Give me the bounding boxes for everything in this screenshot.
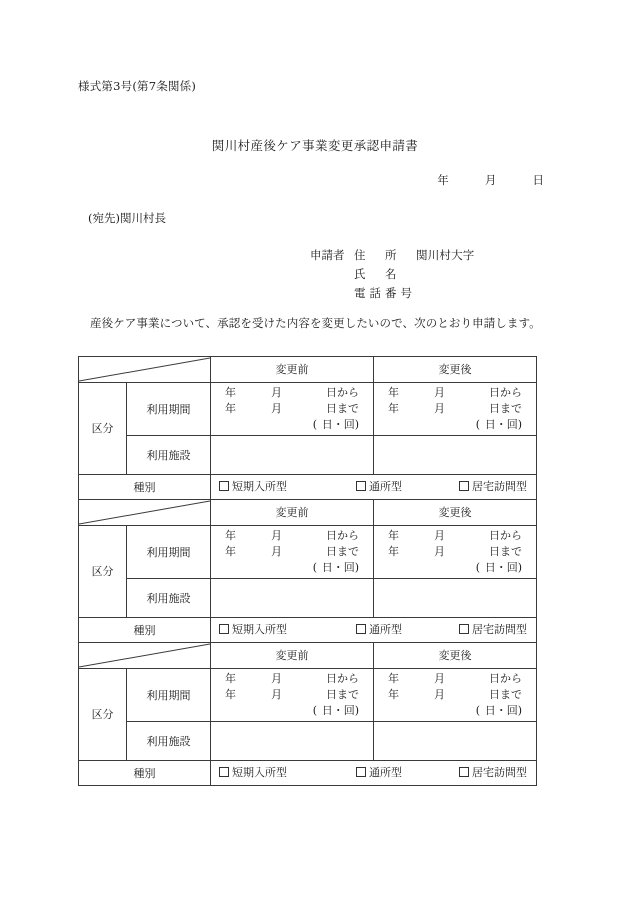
- period-count-line: [388, 703, 522, 719]
- from-day-label: 日から: [489, 386, 522, 399]
- count-unit-label: 日・回): [321, 561, 359, 574]
- period-to-line: [225, 687, 359, 703]
- from-month-label: 月: [271, 386, 282, 399]
- to-day-label: 日まで: [489, 545, 522, 558]
- block-header-row: [79, 500, 537, 526]
- period-from-line: [225, 528, 359, 544]
- type-option-label: 居宅訪問型: [472, 766, 527, 779]
- to-month-label: 月: [434, 545, 445, 558]
- applicant-address-label: 住 所: [354, 248, 401, 262]
- applicant-name-label: 氏 名: [354, 267, 401, 281]
- type-label: 種別: [79, 761, 211, 786]
- to-month-label: 月: [434, 688, 445, 701]
- period-from-line: [388, 528, 522, 544]
- header-after: 変更後: [374, 643, 537, 669]
- period-row: [79, 526, 537, 579]
- type-options-cell: [211, 475, 537, 500]
- count-open-paren: (: [312, 418, 317, 431]
- checkbox-icon[interactable]: [459, 767, 469, 777]
- period-row: [79, 669, 537, 722]
- period-count-line: [225, 703, 359, 719]
- from-month-label: 月: [271, 529, 282, 542]
- count-open-paren: (: [475, 561, 480, 574]
- checkbox-icon[interactable]: [219, 481, 229, 491]
- diagonal-corner-cell: [79, 357, 211, 383]
- header-after: 変更後: [374, 357, 537, 383]
- header-before: 変更前: [211, 357, 374, 383]
- to-day-label: 日まで: [489, 402, 522, 415]
- count-unit-label: 日・回): [321, 418, 359, 431]
- from-year-label: 年: [388, 672, 399, 685]
- from-year-label: 年: [388, 529, 399, 542]
- addressee-line: (宛先)関川村長: [88, 211, 166, 225]
- period-after-cell[interactable]: [374, 526, 537, 579]
- type-option-label: 短期入所型: [232, 766, 287, 779]
- applicant-address-row: [310, 246, 475, 265]
- period-from-line: [388, 385, 522, 401]
- type-option-day-care[interactable]: [356, 479, 402, 494]
- count-unit-label: 日・回): [484, 704, 522, 717]
- type-option-day-care[interactable]: [356, 765, 402, 780]
- type-options-cell: [211, 761, 537, 786]
- to-day-label: 日まで: [489, 688, 522, 701]
- to-month-label: 月: [271, 402, 282, 415]
- from-month-label: 月: [434, 529, 445, 542]
- count-unit-label: 日・回): [484, 418, 522, 431]
- period-count-line: [225, 417, 359, 433]
- period-count-line: [388, 417, 522, 433]
- applicant-address-value: 関川村大字: [416, 248, 475, 262]
- from-month-label: 月: [271, 672, 282, 685]
- applicant-name-row: [310, 265, 475, 284]
- facility-before-cell[interactable]: [211, 579, 374, 618]
- change-request-table: [78, 356, 537, 786]
- period-label: 利用期間: [127, 526, 211, 579]
- type-option-label: 通所型: [369, 766, 402, 779]
- period-to-line: [225, 401, 359, 417]
- period-before-stack: [225, 385, 359, 433]
- type-option-home-visit[interactable]: [459, 479, 527, 494]
- period-label: 利用期間: [127, 669, 211, 722]
- to-month-label: 月: [434, 402, 445, 415]
- checkbox-icon[interactable]: [219, 767, 229, 777]
- date-day-label: 日: [532, 173, 544, 187]
- to-year-label: 年: [225, 545, 236, 558]
- period-to-line: [388, 687, 522, 703]
- facility-after-cell[interactable]: [374, 436, 537, 475]
- facility-row: [79, 579, 537, 618]
- period-count-line: [225, 560, 359, 576]
- period-from-line: [225, 671, 359, 687]
- diagonal-corner-cell: [79, 643, 211, 669]
- facility-row: [79, 722, 537, 761]
- from-month-label: 月: [434, 386, 445, 399]
- period-after-stack: [388, 671, 522, 719]
- type-row: [79, 475, 537, 500]
- type-label: 種別: [79, 475, 211, 500]
- date-month-label: 月: [484, 173, 497, 187]
- from-year-label: 年: [388, 386, 399, 399]
- type-options-group: [211, 476, 536, 498]
- type-option-label: 通所型: [369, 623, 402, 636]
- block-header-row: [79, 643, 537, 669]
- facility-after-cell[interactable]: [374, 722, 537, 761]
- header-before: 変更前: [211, 643, 374, 669]
- type-option-label: 通所型: [369, 480, 402, 493]
- period-after-cell[interactable]: [374, 383, 537, 436]
- from-day-label: 日から: [326, 386, 359, 399]
- type-option-day-care[interactable]: [356, 622, 402, 637]
- period-before-stack: [225, 671, 359, 719]
- to-day-label: 日まで: [326, 688, 359, 701]
- to-year-label: 年: [225, 688, 236, 701]
- checkbox-icon[interactable]: [219, 624, 229, 634]
- period-before-cell[interactable]: [211, 383, 374, 436]
- period-to-line: [225, 544, 359, 560]
- type-option-label: 居宅訪問型: [472, 623, 527, 636]
- period-to-line: [388, 401, 522, 417]
- form-number: 様式第3号(第7条関係): [78, 79, 197, 93]
- period-from-line: [388, 671, 522, 687]
- from-year-label: 年: [225, 529, 236, 542]
- from-year-label: 年: [225, 386, 236, 399]
- header-before: 変更前: [211, 500, 374, 526]
- facility-row: [79, 436, 537, 475]
- type-row: [79, 618, 537, 643]
- period-before-cell[interactable]: [211, 526, 374, 579]
- to-month-label: 月: [271, 545, 282, 558]
- from-day-label: 日から: [326, 672, 359, 685]
- facility-label: 利用施設: [127, 579, 211, 618]
- count-open-paren: (: [312, 704, 317, 717]
- facility-after-cell[interactable]: [374, 579, 537, 618]
- to-year-label: 年: [225, 402, 236, 415]
- count-unit-label: 日・回): [484, 561, 522, 574]
- from-year-label: 年: [225, 672, 236, 685]
- period-after-stack: [388, 385, 522, 433]
- kubun-label: 区分: [79, 526, 127, 618]
- checkbox-icon[interactable]: [459, 481, 469, 491]
- to-year-label: 年: [388, 545, 399, 558]
- applicant-phone-row: [310, 284, 475, 303]
- facility-label: 利用施設: [127, 722, 211, 761]
- period-from-line: [225, 385, 359, 401]
- type-option-short-stay[interactable]: [219, 622, 287, 637]
- facility-before-cell[interactable]: [211, 722, 374, 761]
- from-day-label: 日から: [489, 529, 522, 542]
- period-before-cell[interactable]: [211, 669, 374, 722]
- period-after-cell[interactable]: [374, 669, 537, 722]
- count-open-paren: (: [475, 704, 480, 717]
- type-label: 種別: [79, 618, 211, 643]
- type-option-short-stay[interactable]: [219, 765, 287, 780]
- to-year-label: 年: [388, 688, 399, 701]
- body-statement: 産後ケア事業について、承認を受けた内容を変更したいので、次のとおり申請します。: [90, 316, 541, 330]
- type-options-group: [211, 762, 536, 784]
- facility-label: 利用施設: [127, 436, 211, 475]
- to-day-label: 日まで: [326, 545, 359, 558]
- to-year-label: 年: [388, 402, 399, 415]
- period-to-line: [388, 544, 522, 560]
- kubun-label: 区分: [79, 669, 127, 761]
- checkbox-icon[interactable]: [459, 624, 469, 634]
- period-before-stack: [225, 528, 359, 576]
- period-count-line: [388, 560, 522, 576]
- to-month-label: 月: [271, 688, 282, 701]
- kubun-label: 区分: [79, 383, 127, 475]
- date-line: [437, 172, 544, 188]
- type-options-cell: [211, 618, 537, 643]
- type-option-home-visit[interactable]: [459, 765, 527, 780]
- block-header-row: [79, 357, 537, 383]
- type-option-label: 短期入所型: [232, 480, 287, 493]
- from-day-label: 日から: [489, 672, 522, 685]
- from-day-label: 日から: [326, 529, 359, 542]
- applicant-lead-label: 申請者: [310, 248, 345, 262]
- page-title: 関川村産後ケア事業変更承認申請書: [211, 138, 419, 153]
- from-month-label: 月: [434, 672, 445, 685]
- count-unit-label: 日・回): [321, 704, 359, 717]
- applicant-block: [310, 246, 475, 303]
- applicant-phone-label: 電話番号: [354, 286, 416, 300]
- type-option-label: 短期入所型: [232, 623, 287, 636]
- type-option-label: 居宅訪問型: [472, 480, 527, 493]
- checkbox-icon[interactable]: [356, 624, 366, 634]
- checkbox-icon[interactable]: [356, 767, 366, 777]
- count-open-paren: (: [475, 418, 480, 431]
- header-after: 変更後: [374, 500, 537, 526]
- type-option-home-visit[interactable]: [459, 622, 527, 637]
- date-year-label: 年: [437, 173, 449, 187]
- period-row: [79, 383, 537, 436]
- facility-before-cell[interactable]: [211, 436, 374, 475]
- diagonal-corner-cell: [79, 500, 211, 526]
- to-day-label: 日まで: [326, 402, 359, 415]
- checkbox-icon[interactable]: [356, 481, 366, 491]
- type-option-short-stay[interactable]: [219, 479, 287, 494]
- type-options-group: [211, 619, 536, 641]
- period-label: 利用期間: [127, 383, 211, 436]
- count-open-paren: (: [312, 561, 317, 574]
- period-after-stack: [388, 528, 522, 576]
- type-row: [79, 761, 537, 786]
